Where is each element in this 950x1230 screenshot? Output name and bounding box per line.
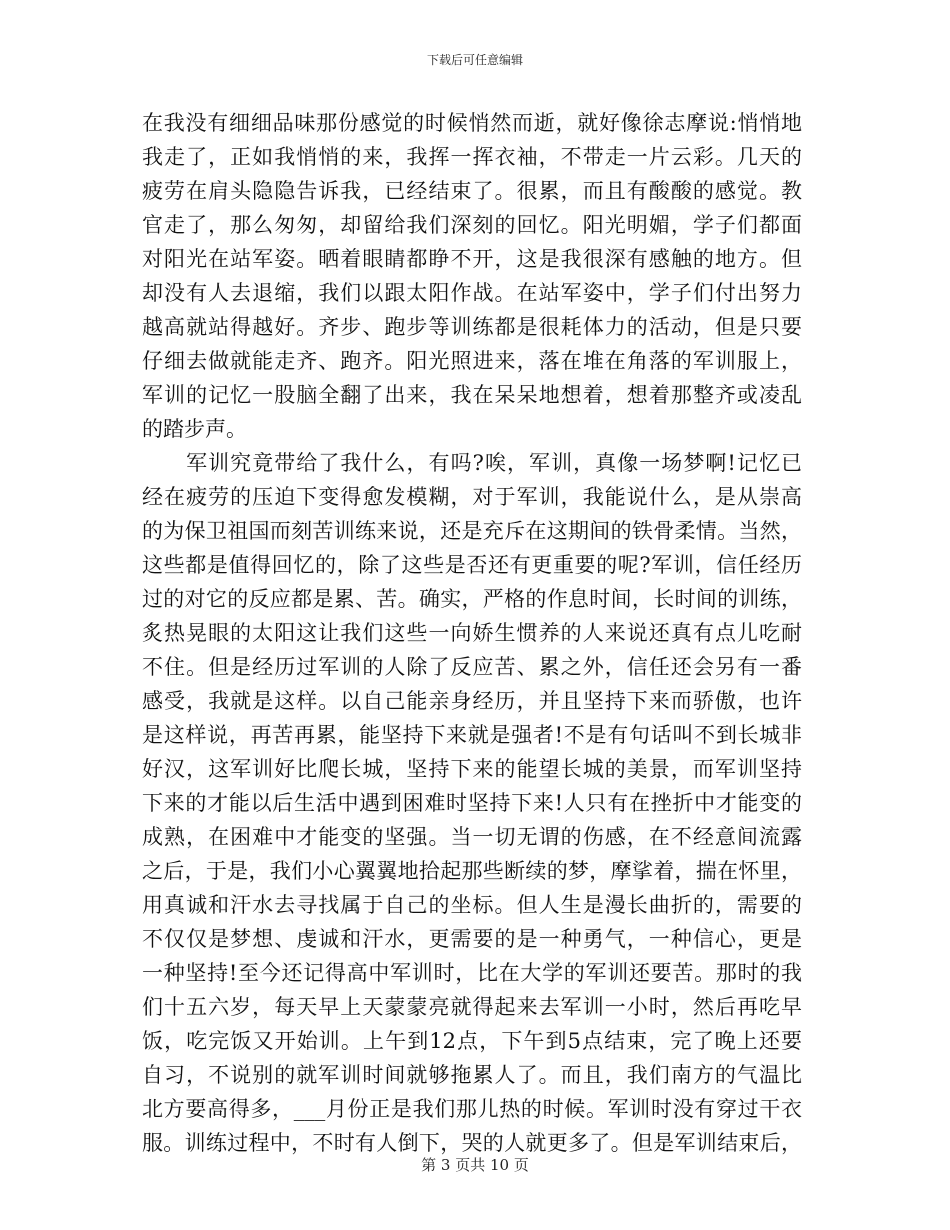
text-line: 饭，吃完饭又开始训。上午到12点，下午到5点结束，完了晚上还要 xyxy=(142,1029,802,1053)
text-line: 军训究竟带给了我什么，有吗?唉，军训，真像一场梦啊!记忆已 xyxy=(142,451,802,475)
text-line: 自习，不说别的就军训时间就够拖累人了。而且，我们南方的气温比 xyxy=(142,1063,802,1087)
text-line: 一种坚持!至今还记得高中军训时，比在大学的军训还要苦。那时的我 xyxy=(142,961,802,985)
text-line: 的踏步声。 xyxy=(142,417,247,441)
page-footer: 第 3 页共 10 页 xyxy=(421,1156,529,1174)
document-body xyxy=(142,106,802,1160)
text-line: 在我没有细细品味那份感觉的时候悄然而逝，就好像徐志摩说:悄悄地 xyxy=(142,111,802,135)
text-line: 感受，我就是这样。以自己能亲身经历，并且坚持下来而骄傲，也许 xyxy=(142,689,802,713)
text-line: 不住。但是经历过军训的人除了反应苦、累之外，信任还会另有一番 xyxy=(142,655,802,679)
text-line: 我走了，正如我悄悄的来，我挥一挥衣袖，不带走一片云彩。几天的 xyxy=(142,145,802,169)
text-line: 经在疲劳的压迫下变得愈发模糊，对于军训，我能说什么，是从崇高 xyxy=(142,485,802,509)
text-line: 炙热晃眼的太阳这让我们这些一向娇生惯养的人来说还真有点儿吃耐 xyxy=(142,621,802,645)
text-line: 服。训练过程中，不时有人倒下，哭的人就更多了。但是军训结束后， xyxy=(142,1131,802,1155)
text-line: 过的对它的反应都是累、苦。确实，严格的作息时间，长时间的训练， xyxy=(142,587,802,611)
text-line: 们十五六岁，每天早上天蒙蒙亮就得起来去军训一小时，然后再吃早 xyxy=(142,995,802,1019)
text-line: 下来的才能以后生活中遇到困难时坚持下来!人只有在挫折中才能变的 xyxy=(142,791,802,815)
text-line: 成熟，在困难中才能变的坚强。当一切无谓的伤感，在不经意间流露 xyxy=(142,825,802,849)
text-line: 是这样说，再苦再累，能坚持下来就是强者!不是有句话叫不到长城非 xyxy=(142,723,802,747)
text-line: 北方要高得多，___月份正是我们那儿热的时候。军训时没有穿过干衣 xyxy=(142,1097,802,1121)
page-header: 下载后可任意编辑 xyxy=(426,53,523,67)
text-line: 越高就站得越好。齐步、跑步等训练都是很耗体力的活动，但是只要 xyxy=(142,315,802,339)
text-line: 军训的记忆一股脑全翻了出来，我在呆呆地想着，想着那整齐或凌乱 xyxy=(142,383,802,407)
text-line: 的为保卫祖国而刻苦训练来说，还是充斥在这期间的铁骨柔情。当然， xyxy=(142,519,802,543)
text-line: 好汉，这军训好比爬长城，坚持下来的能望长城的美景，而军训坚持 xyxy=(142,757,802,781)
text-line: 仔细去做就能走齐、跑齐。阳光照进来，落在堆在角落的军训服上， xyxy=(142,349,802,373)
text-line: 却没有人去退缩，我们以跟太阳作战。在站军姿中，学子们付出努力 xyxy=(142,281,802,305)
text-line: 这些都是值得回忆的，除了这些是否还有更重要的呢?军训，信任经历 xyxy=(142,553,802,577)
text-line: 疲劳在肩头隐隐告诉我，已经结束了。很累，而且有酸酸的感觉。教 xyxy=(142,179,802,203)
text-line: 对阳光在站军姿。晒着眼睛都睁不开，这是我很深有感触的地方。但 xyxy=(142,247,802,271)
text-line: 不仅仅是梦想、虔诚和汗水，更需要的是一种勇气，一种信心，更是 xyxy=(142,927,802,951)
text-line: 之后，于是，我们小心翼翼地拾起那些断续的梦，摩挲着，揣在怀里， xyxy=(142,859,802,883)
text-line: 用真诚和汗水去寻找属于自己的坐标。但人生是漫长曲折的，需要的 xyxy=(142,893,802,917)
text-line: 官走了，那么匆匆，却留给我们深刻的回忆。阳光明媚，学子们都面 xyxy=(142,213,802,237)
